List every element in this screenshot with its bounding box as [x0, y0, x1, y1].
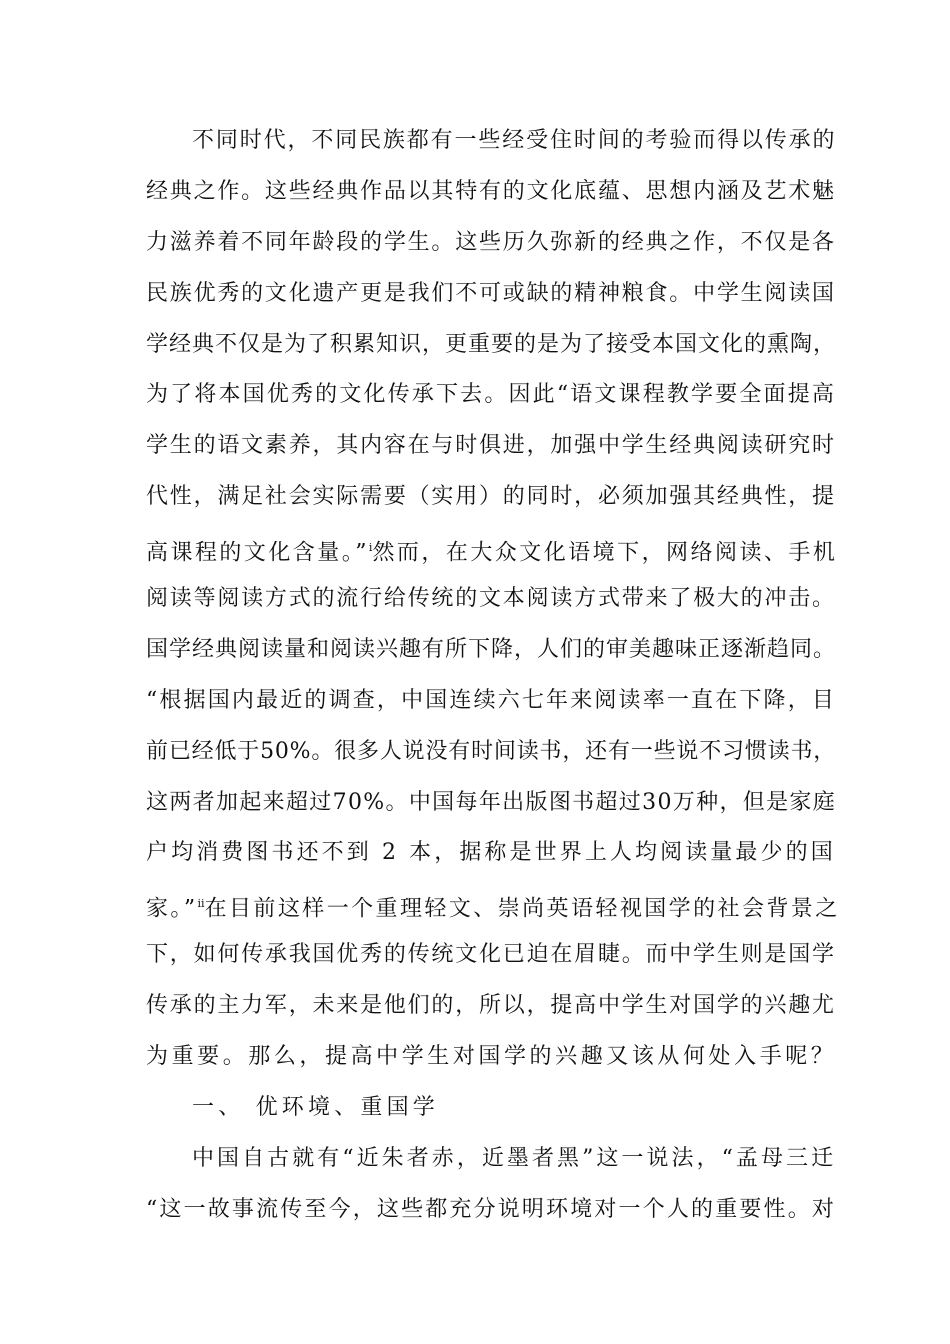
text-line — [146, 834, 836, 885]
text-line — [146, 580, 836, 631]
line-text: 民族优秀的文化遗产更是我们不可或缺的精神粮食。中学生阅读国 — [146, 280, 836, 306]
line-text: 阅读等阅读方式的流行给传统的文本阅读方式带来了极大的冲击。 — [146, 586, 836, 612]
text-line — [146, 224, 836, 275]
footnote-marker[interactable]: i — [368, 541, 373, 555]
text-line — [146, 122, 837, 173]
line-text-continued: 在目前这样一个重理轻文、崇尚英语轻视国学的社会背景之 — [204, 896, 840, 922]
text-line — [146, 733, 837, 784]
line-text: 学生的语文素养，其内容在与时俱进，加强中学生经典阅读研究时 — [146, 433, 836, 459]
text-line — [146, 326, 837, 377]
text-line — [146, 631, 837, 682]
line-text: 国学经典阅读量和阅读兴趣有所下降，人们的审美趣味正逐渐趋同。 — [146, 636, 837, 662]
text-line — [146, 1038, 837, 1089]
line-text: “根据国内最近的调查，中国连续六七年来阅读率一直在下降，目 — [146, 687, 837, 713]
text-line — [146, 1140, 837, 1191]
footnote-marker[interactable]: ii — [197, 897, 205, 911]
text-line — [146, 784, 837, 835]
text-line — [146, 682, 837, 733]
text-line — [146, 885, 840, 936]
line-text: 家。” — [146, 896, 198, 922]
text-line — [146, 376, 837, 427]
line-text: “这一故事流传至今，这些都充分说明环境对一个人的重要性。对 — [146, 1196, 837, 1222]
text-line — [146, 1089, 826, 1140]
line-text: 代性，满足社会实际需要（实用）的同时，必须加强其经典性，提 — [146, 484, 836, 510]
text-line — [146, 478, 836, 529]
line-text: 前已经低于50%。很多人说没有时间读书，还有一些说不习惯读书， — [146, 738, 837, 764]
line-text: 力滋养着不同年龄段的学生。这些历久弥新的经典之作，不仅是各 — [146, 229, 836, 255]
line-text: 传承的主力军，未来是他们的，所以，提高中学生对国学的兴趣尤 — [146, 993, 836, 1019]
line-text: 这两者加起来超过70%。中国每年出版图书超过30万种，但是家庭 — [146, 789, 837, 815]
line-text: 不同时代，不同民族都有一些经受住时间的考验而得以传承的 — [192, 128, 837, 153]
line-text: 户均消费图书还不到 2 本，据称是世界上人均阅读量最少的国 — [146, 840, 836, 866]
line-text-continued: 然而，在大众文化语境下，网络阅读、手机 — [372, 540, 838, 566]
line-text: 中国自古就有“近朱者赤，近墨者黑”这一说法，“孟母三迁 — [192, 1145, 837, 1171]
body-text — [146, 122, 840, 1242]
line-text: 经典之作。这些经典作品以其特有的文化底蕴、思想内涵及艺术魅 — [146, 178, 836, 204]
line-text: 一、 优环境、重国学 — [192, 1094, 439, 1120]
text-line — [146, 936, 836, 987]
text-line — [146, 427, 836, 478]
text-line — [146, 987, 836, 1038]
line-text: 高课程的文化含量。” — [146, 540, 369, 566]
line-text: 为了将本国优秀的文化传承下去。因此“语文课程教学要全面提高 — [146, 382, 837, 408]
text-line — [146, 1191, 837, 1242]
line-text: 学经典不仅是为了积累知识，更重要的是为了接受本国文化的熏陶， — [146, 331, 837, 357]
text-line — [146, 173, 836, 224]
line-text: 下，如何传承我国优秀的传统文化已迫在眉睫。而中学生则是国学 — [146, 942, 836, 968]
line-text: 为重要。那么，提高中学生对国学的兴趣又该从何处入手呢？ — [146, 1044, 837, 1070]
text-line — [146, 275, 836, 326]
text-line — [146, 529, 838, 580]
